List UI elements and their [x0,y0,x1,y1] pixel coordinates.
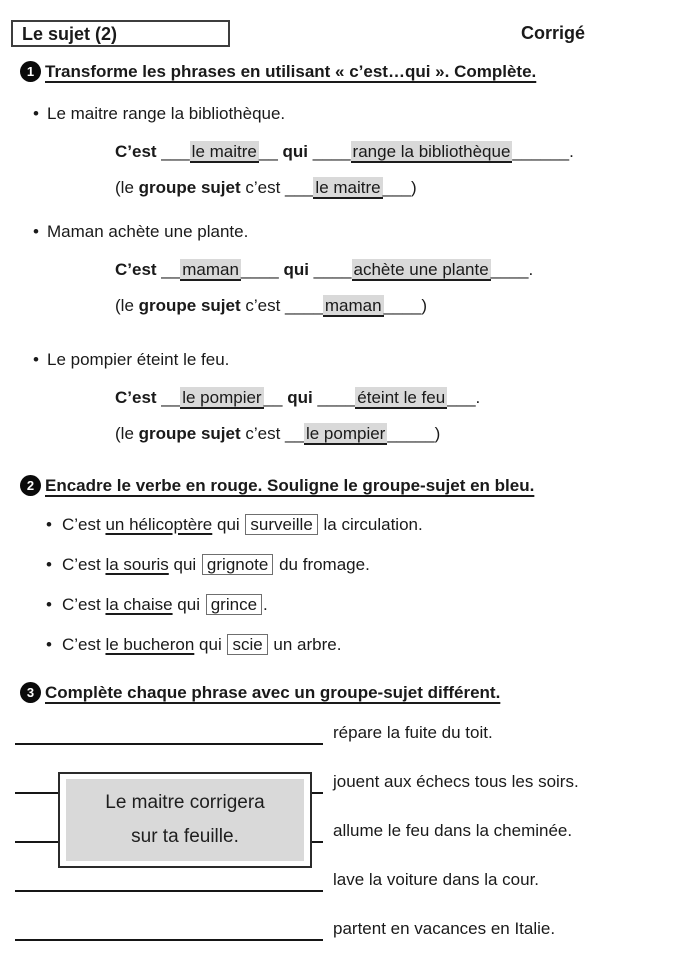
qui-label: qui [287,388,318,407]
blank-underscores: ___) [382,178,417,197]
exercise1-item [33,221,679,317]
verb-boxed: scie [227,634,267,655]
bullet-icon: • [33,222,39,241]
sentence [62,513,423,536]
sentence-mid: qui [168,555,201,574]
row-text: partent en vacances en Italie. [333,919,556,938]
exercise1-item [33,103,679,199]
highlighted-answer: range la bibliothèque [352,142,511,161]
groupe-sujet-line [115,294,679,317]
blank-line [15,868,323,892]
exercise2-heading [20,475,679,496]
gs-cest: c’est [240,424,286,443]
gs-bold: groupe sujet [138,296,241,315]
sentence-end: . [263,595,268,614]
highlighted-answer: le pompier [182,388,262,407]
sentence-start: C’est [62,595,106,614]
teacher-note-inner [66,779,304,861]
blank-underscores: ______. [512,142,574,161]
blank-underscores: ___ [161,142,190,161]
sentence-text: Le pompier éteint le feu. [47,350,230,369]
header [0,0,679,47]
gs-cest: c’est [240,178,286,197]
exercise2-item [46,633,679,656]
highlighted-answer: achète une plante [353,260,489,279]
bullet-icon: • [46,555,52,574]
blank-underscores: __ [285,424,304,443]
exercise1-item [33,349,679,445]
answer-line [115,258,679,281]
exercise1-heading-text: Transforme les phrases en utilisant « c’est…qui ». Complète. [45,61,537,81]
sentence [62,593,268,616]
sentence-start: C’est [62,635,106,654]
verb-boxed: surveille [245,514,317,535]
blank-underscores: ____ [317,388,356,407]
blank-underscores: ____) [383,296,428,315]
gs-bold: groupe sujet [138,424,241,443]
highlighted-answer: maman [324,296,382,315]
qui-label: qui [282,142,313,161]
exercise3-number-badge: 3 [20,682,41,703]
bullet-icon: • [46,635,52,654]
sentence-start: C’est [62,515,106,534]
answer-line [115,140,679,163]
sentence [62,553,370,576]
exercise3-heading-text: Complète chaque phrase avec un groupe-sujet différent. [45,682,501,702]
fill-in-row [15,708,679,757]
gs-open: (le [115,296,139,315]
sentence-start: C’est [62,555,106,574]
bullet-icon: • [33,104,39,123]
blank-underscores: __ [263,388,288,407]
highlighted-answer: le maitre [191,142,257,161]
exercise2-item [46,593,679,616]
teacher-note-box [58,772,312,868]
title-box [11,20,230,47]
blank-underscores: ___ [285,178,314,197]
blank-underscores: __ [161,388,181,407]
row-text: lave la voiture dans la cour. [333,870,540,889]
source-sentence [33,221,679,242]
blank-underscores: __ [258,142,283,161]
exercise2-heading-text: Encadre le verbe en rouge. Souligne le groupe-sujet en bleu. [45,475,535,495]
note-line-2: sur ta feuille. [131,826,239,848]
answer-line [115,386,679,409]
exercise1-number-badge: 1 [20,61,41,82]
blank-underscores: _____) [387,424,441,443]
exercise1-heading [20,61,679,82]
cest-label: C’est [115,388,162,407]
sentence-mid: qui [212,515,245,534]
sentence-end: la circulation. [318,515,423,534]
source-sentence [33,349,679,370]
gs-bold: groupe sujet [138,178,241,197]
blank-underscores: ____ [240,260,284,279]
cest-label: C’est [115,260,162,279]
groupe-sujet-line [115,176,679,199]
exercise2-item [46,513,679,536]
verb-boxed: grignote [202,554,273,575]
sentence-text: Maman achète une plante. [47,222,249,241]
highlighted-answer: maman [182,260,239,279]
bullet-icon: • [33,350,39,369]
corrige-label: Corrigé [520,23,585,43]
source-sentence [33,103,679,124]
sentence-end: un arbre. [268,635,342,654]
blank-underscores: ____ [285,296,323,315]
fill-in-row [15,904,679,953]
subject-underlined: le bucheron [105,635,195,654]
highlighted-answer: éteint le feu [357,388,446,407]
subject-underlined: la souris [105,555,169,574]
bullet-icon: • [46,515,52,534]
exercise2-number-badge: 2 [20,475,41,496]
groupe-sujet-line [115,422,679,445]
sentence-mid: qui [172,595,205,614]
blank-line [15,917,323,941]
exercise2-item [46,553,679,576]
subject-underlined: un hélicoptère [105,515,213,534]
exercise3-rows [15,708,679,953]
blank-underscores: ____. [490,260,534,279]
blank-underscores: ____ [313,260,352,279]
blank-line [15,721,323,745]
gs-open: (le [115,424,139,443]
row-text: allume le feu dans la cheminée. [333,821,573,840]
blank-underscores: ____ [312,142,351,161]
row-text: jouent aux échecs tous les soirs. [333,772,579,791]
bullet-icon: • [46,595,52,614]
highlighted-answer: le pompier [305,424,386,443]
subject-underlined: la chaise [105,595,173,614]
cest-label: C’est [115,142,162,161]
row-text: répare la fuite du toit. [333,723,493,742]
exercise3-heading [20,682,679,703]
note-line-1: Le maitre corrigera [105,791,265,813]
sentence-text: Le maitre range la bibliothèque. [47,104,286,123]
gs-cest: c’est [240,296,286,315]
sentence [62,633,341,656]
sentence-mid: qui [194,635,227,654]
blank-underscores: __ [161,260,181,279]
page-title: Le sujet (2) [22,24,118,44]
verb-boxed: grince [206,594,262,615]
blank-underscores: ___. [447,388,481,407]
highlighted-answer: le maitre [315,178,381,197]
sentence-end: du fromage. [274,555,370,574]
qui-label: qui [283,260,314,279]
gs-open: (le [115,178,139,197]
